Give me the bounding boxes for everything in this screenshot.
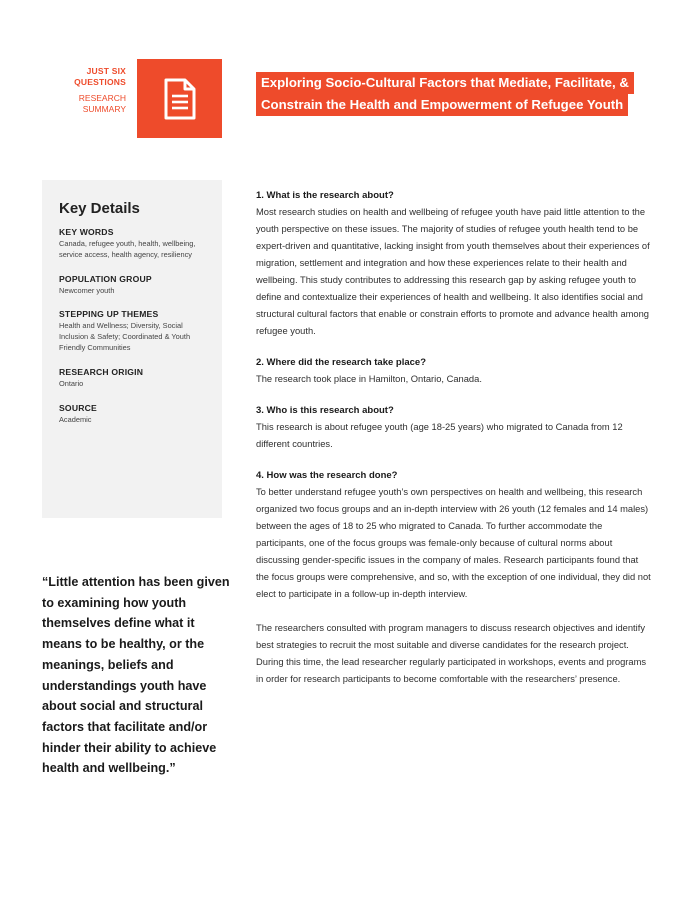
section-heading: 1. What is the research about? <box>256 190 394 201</box>
key-detail-value: Canada, refugee youth, health, wellbeing, service access, health agency, resiliency <box>59 239 196 259</box>
key-detail-population <box>59 274 211 297</box>
title-line-2: Constrain the Health and Empowerment of Refugee Youth <box>256 94 628 116</box>
main-content <box>256 187 651 702</box>
page-title <box>256 72 666 116</box>
key-detail-label: SOURCE <box>59 402 97 413</box>
section-paragraph: The research took place in Hamilton, Ontario, Canada. <box>256 374 482 384</box>
section-how <box>256 467 651 688</box>
key-detail-keywords <box>59 227 211 261</box>
document-icon-box <box>137 59 222 138</box>
key-detail-value: Academic <box>59 414 92 424</box>
key-detail-origin <box>59 367 211 390</box>
brand-title: JUST SIX QUESTIONS <box>74 66 126 87</box>
key-detail-value: Ontario <box>59 378 84 388</box>
key-detail-label: STEPPING UP THEMES <box>59 309 159 320</box>
key-detail-label: KEY WORDS <box>59 227 114 237</box>
brand-subtitle: RESEARCH SUMMARY <box>78 93 126 114</box>
section-heading: 3. Who is this research about? <box>256 405 394 416</box>
key-details-panel <box>42 180 222 518</box>
section-paragraph: To better understand refugee youth’s own perspectives on health and wellbeing, this research organized two focus groups and an in-depth interview with 26 youth (12 females and 14 males) between the ages of 18 to 25 who migrated to Canada. To further accommodate the participants, one of the focus groups was female-only because of cultural norms about discussing gender-specific issues in the company of males. Research participants found that the focus groups were comprehensive, and so, with the exception of one individual, they did not elect to participate in a follow-up in-depth interview. <box>256 487 651 599</box>
section-paragraph: This research is about refugee youth (age 18-25 years) who migrated to Canada from 12 different countries. <box>256 422 623 449</box>
key-details-heading: Key Details <box>59 200 140 217</box>
section-who <box>256 402 651 453</box>
section-heading: 4. How was the research done? <box>256 470 398 481</box>
key-detail-value: Newcomer youth <box>59 285 115 295</box>
key-detail-source <box>59 403 211 426</box>
key-detail-label: RESEARCH ORIGIN <box>59 366 144 377</box>
key-detail-value: Health and Wellness; Diversity, Social Inclusion & Safety; Coordinated & Youth Friendly Communities <box>59 321 191 352</box>
section-what <box>256 187 651 340</box>
title-line-1: Exploring Socio-Cultural Factors that Mediate, Facilitate, & <box>256 72 634 94</box>
brand-block <box>40 66 126 115</box>
section-where <box>256 354 651 388</box>
key-details-list <box>59 227 211 438</box>
key-detail-themes <box>59 309 211 353</box>
section-paragraph: Most research studies on health and wellbeing of refugee youth have paid little attention to the youth perspective on these issues. The majority of studies of refugee youth health tend to be expert-driven and quantitative, lacking insight from youth themselves about their experiences of migration, settlement and integration and how these experiences relate to their health and wellbeing. This study contributes to addressing this research gap by asking refugee youth to define and contextualize their experiences of health and wellbeing. It also identifies social and structural cultural factors that enable or constrain efforts to promote and advance health among refugee youth. <box>256 207 650 336</box>
key-detail-label: POPULATION GROUP <box>59 273 152 284</box>
section-heading: 2. Where did the research take place? <box>256 357 427 368</box>
section-paragraph: The researchers consulted with program managers to discuss research objectives and identify best strategies to recruit the most suitable and diverse candidates for the research project. During this time, the lead researcher regularly participated in workshops, events and programs in order for research participants to become comfortable with the researchers’ presence. <box>256 623 647 684</box>
pull-quote: “Little attention has been given to examining how youth themselves define what it means to be healthy, or the meanings, beliefs and understandings youth have about social and structural factors that facilitate and/or hinder their ability to achieve health and wellbeing.” <box>42 575 230 776</box>
document-icon <box>163 78 197 120</box>
